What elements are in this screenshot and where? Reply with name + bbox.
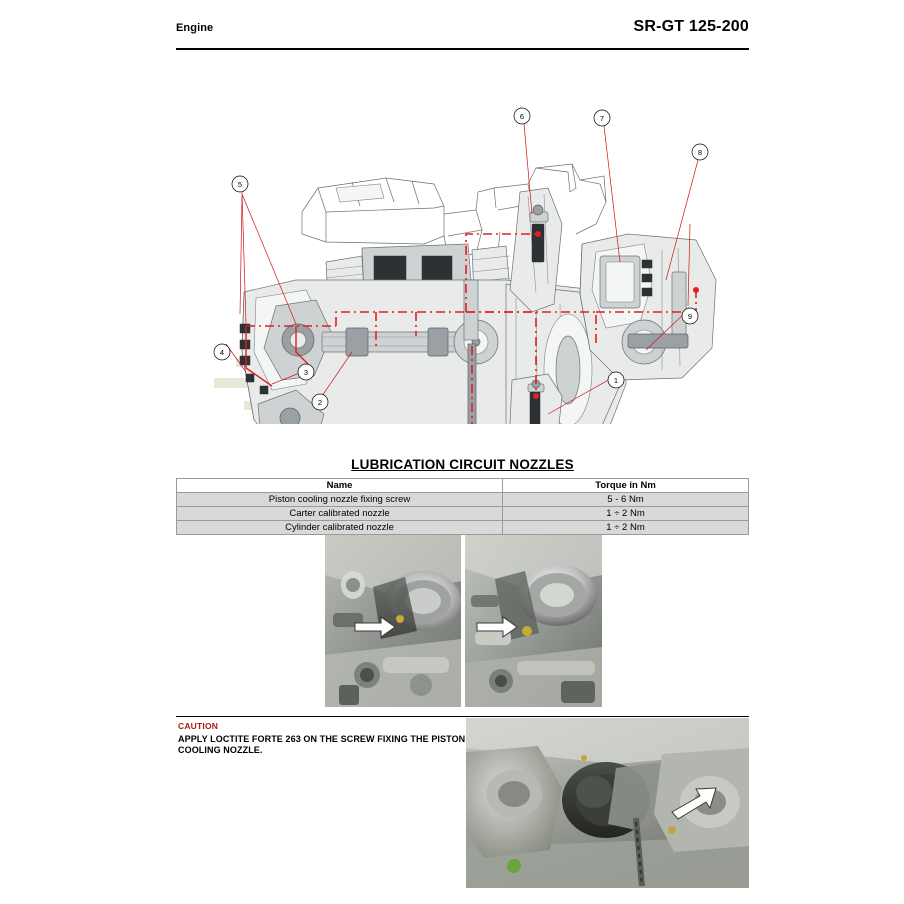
caution-text: APPLY LOCTITE FORTE 263 ON THE SCREW FIXING THE PISTON COOLING NOZZLE. [178, 734, 466, 755]
svg-text:3: 3 [303, 368, 309, 377]
cell-torque: 5 - 6 Nm [503, 493, 749, 507]
svg-text:2: 2 [317, 398, 323, 407]
header-section-label: Engine [176, 22, 214, 34]
table-row [177, 521, 749, 535]
piston-cooling-nozzle-photo [466, 718, 749, 888]
cylinder-nozzle-photo [465, 535, 602, 707]
svg-text:1: 1 [613, 376, 619, 385]
nozzle-photo-pair [325, 535, 602, 707]
table-row [177, 507, 749, 521]
header-model-label: SR-GT 125-200 [633, 18, 749, 35]
column-header-torque: Torque in Nm [503, 479, 749, 493]
svg-text:8: 8 [697, 148, 703, 157]
page-header [176, 18, 749, 50]
table-header-row [177, 479, 749, 493]
svg-text:7: 7 [599, 114, 605, 123]
svg-text:9: 9 [687, 312, 693, 321]
cell-torque: 1 ÷ 2 Nm [503, 507, 749, 521]
cell-torque: 1 ÷ 2 Nm [503, 521, 749, 535]
cell-name: Piston cooling nozzle fixing screw [177, 493, 503, 507]
cell-name: Cylinder calibrated nozzle [177, 521, 503, 535]
caution-title: CAUTION [178, 721, 219, 731]
cell-name: Carter calibrated nozzle [177, 507, 503, 521]
carter-nozzle-photo [325, 535, 461, 707]
table-title: LUBRICATION CIRCUIT NOZZLES [351, 457, 574, 472]
nozzle-torque-table [176, 478, 749, 535]
table-row [177, 493, 749, 507]
svg-text:6: 6 [519, 112, 525, 121]
engine-lubrication-diagram [176, 84, 749, 424]
svg-text:5: 5 [237, 180, 243, 189]
column-header-name: Name [177, 479, 503, 493]
svg-text:4: 4 [219, 348, 225, 357]
